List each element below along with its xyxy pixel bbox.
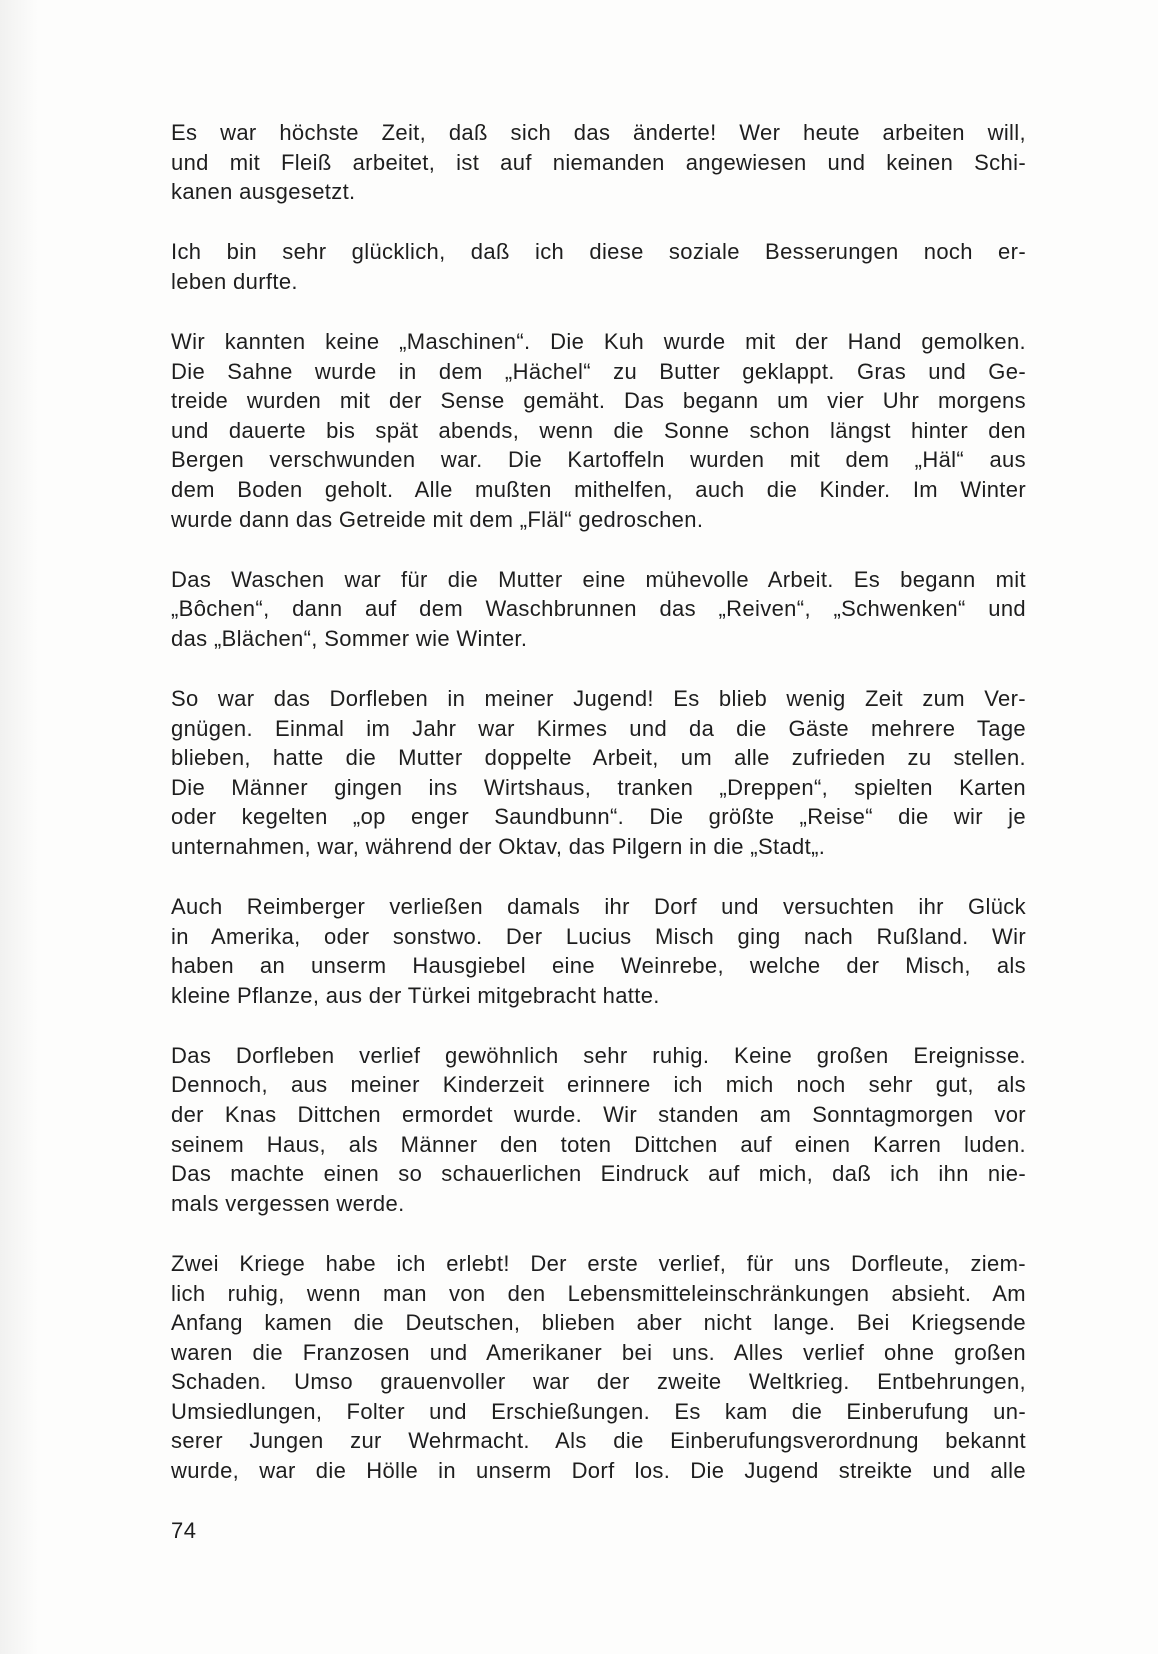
paragraph [171, 237, 1026, 296]
text-line: wurde dann das Getreide mit dem „Fläl“ gedroschen. [171, 506, 704, 532]
paragraph [171, 565, 1026, 654]
text-line: Auch Reimberger verließen damals ihr Dorf und versuchten ihr Glück [171, 893, 1026, 919]
body-text [171, 118, 1026, 1516]
text-line: Umsiedlungen, Folter und Erschießungen. Es kam die Einberufung un- [171, 1398, 1026, 1424]
text-line: mals vergessen werde. [171, 1190, 405, 1216]
paragraph [171, 118, 1026, 207]
text-line: dem Boden geholt. Alle mußten mithelfen, auch die Kinder. Im Winter [171, 476, 1026, 502]
text-line: serer Jungen zur Wehrmacht. Als die Einberufungsverordnung bekannt [171, 1428, 1026, 1454]
text-line: Die Sahne wurde in dem „Hächel“ zu Butter geklappt. Gras und Ge- [171, 358, 1026, 384]
text-line: Das machte einen so schauerlichen Eindruck auf mich, daß ich ihn nie- [171, 1161, 1026, 1187]
text-line: haben an unserm Hausgiebel eine Weinrebe, welche der Misch, als [171, 953, 1026, 979]
page-number: 74 [171, 1518, 197, 1543]
text-line: und dauerte bis spät abends, wenn die Sonne schon längst hinter den [171, 417, 1026, 443]
paragraph [171, 684, 1026, 862]
text-line: gnügen. Einmal im Jahr war Kirmes und da die Gäste mehrere Tage [171, 715, 1026, 741]
text-line: „Bôchen“, dann auf dem Waschbrunnen das „Reiven“, „Schwenken“ und [171, 596, 1026, 622]
paragraph [171, 892, 1026, 1010]
text-line: Schaden. Umso grauenvoller war der zweite Weltkrieg. Entbehrungen, [171, 1369, 1026, 1395]
text-line: treide wurden mit der Sense gemäht. Das begann um vier Uhr morgens [171, 388, 1026, 414]
text-line: Wir kannten keine „Maschinen“. Die Kuh wurde mit der Hand gemolken. [171, 328, 1026, 354]
text-line: Bergen verschwunden war. Die Kartoffeln wurden mit dem „Häl“ aus [171, 447, 1026, 473]
text-line: Das Waschen war für die Mutter eine mühevolle Arbeit. Es begann mit [171, 566, 1026, 592]
text-line: oder kegelten „op enger Saundbunn“. Die größte „Reise“ die wir je [171, 804, 1026, 830]
text-line: Ich bin sehr glücklich, daß ich diese soziale Besserungen noch er- [171, 239, 1026, 265]
text-line: So war das Dorfleben in meiner Jugend! Es blieb wenig Zeit zum Ver- [171, 685, 1026, 711]
page-edge-shadow [0, 0, 38, 1654]
text-line: unternahmen, war, während der Oktav, das Pilgern in die „Stadt„. [171, 833, 826, 859]
paragraph [171, 1249, 1026, 1486]
text-line: leben durfte. [171, 268, 298, 294]
paragraph [171, 1041, 1026, 1219]
text-line: blieben, hatte die Mutter doppelte Arbeit, um alle zufrieden zu stellen. [171, 745, 1026, 771]
text-line: seinem Haus, als Männer den toten Dittchen auf einen Karren luden. [171, 1131, 1026, 1157]
text-line: wurde, war die Hölle in unserm Dorf los. Die Jugend streikte und alle [171, 1458, 1026, 1484]
text-line: und mit Fleiß arbeitet, ist auf niemanden angewiesen und keinen Schi- [171, 149, 1026, 175]
text-line: in Amerika, oder sonstwo. Der Lucius Misch ging nach Rußland. Wir [171, 923, 1026, 949]
text-line: lich ruhig, wenn man von den Lebensmitteleinschränkungen absieht. Am [171, 1280, 1026, 1306]
text-line: das „Blächen“, Sommer wie Winter. [171, 625, 528, 651]
text-line: kleine Pflanze, aus der Türkei mitgebracht hatte. [171, 982, 660, 1008]
text-line: Das Dorfleben verlief gewöhnlich sehr ruhig. Keine großen Ereignisse. [171, 1042, 1026, 1068]
text-line: Zwei Kriege habe ich erlebt! Der erste verlief, für uns Dorfleute, ziem- [171, 1250, 1026, 1276]
text-line: Die Männer gingen ins Wirtshaus, tranken „Dreppen“, spielten Karten [171, 774, 1026, 800]
text-line: waren die Franzosen und Amerikaner bei uns. Alles verlief ohne großen [171, 1339, 1026, 1365]
text-line: der Knas Dittchen ermordet wurde. Wir standen am Sonntagmorgen vor [171, 1102, 1026, 1128]
paragraph [171, 327, 1026, 534]
text-line: Anfang kamen die Deutschen, blieben aber nicht lange. Bei Kriegsende [171, 1310, 1026, 1336]
text-line: Es war höchste Zeit, daß sich das änderte! Wer heute arbeiten will, [171, 120, 1026, 145]
text-line: kanen ausgesetzt. [171, 179, 356, 205]
text-line: Dennoch, aus meiner Kinderzeit erinnere ich mich noch sehr gut, als [171, 1072, 1026, 1098]
